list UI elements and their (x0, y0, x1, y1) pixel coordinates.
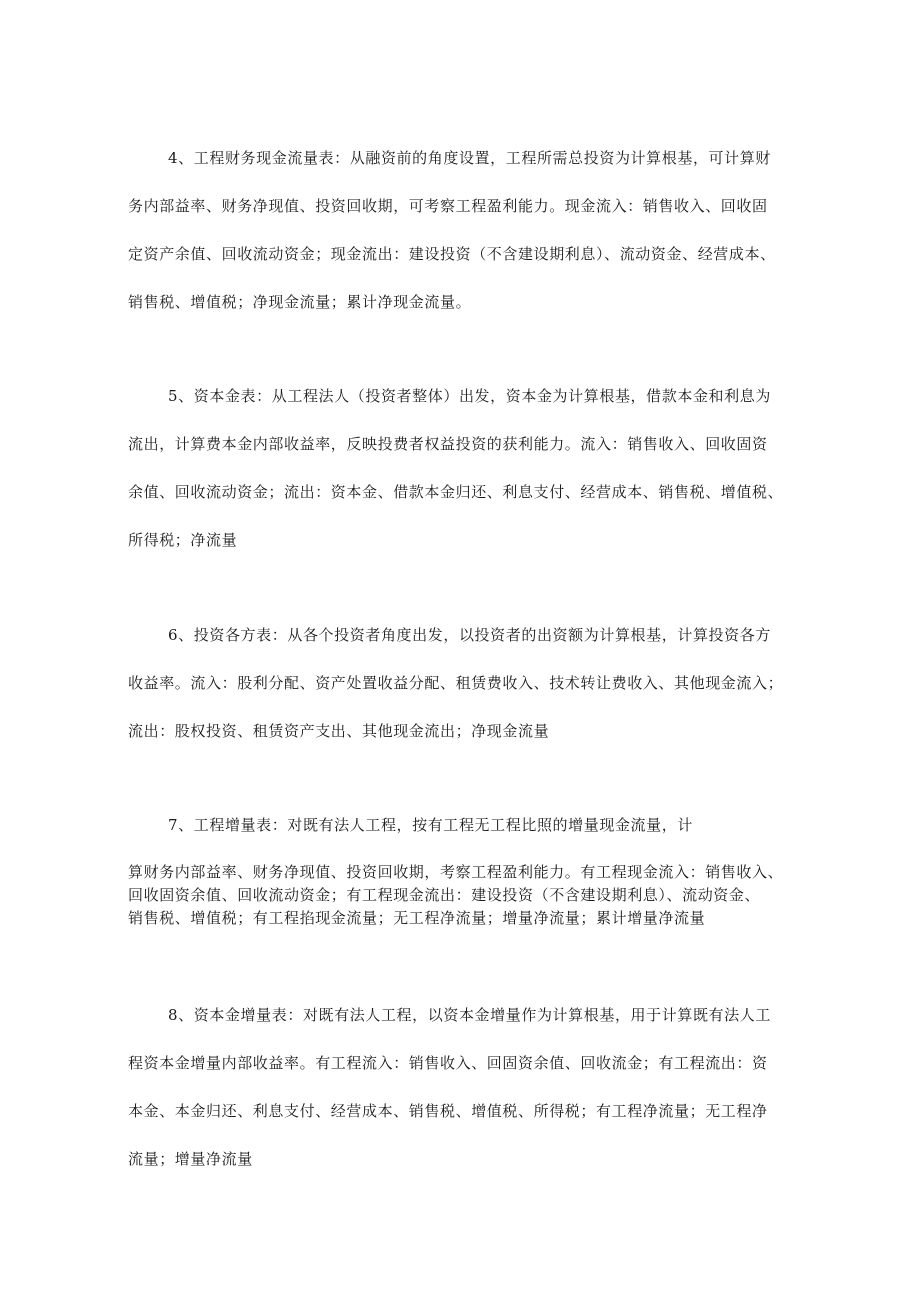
paragraph-7 (128, 801, 848, 849)
paragraph-7-line-2: 算财务内部益率、财务净现值、投资回收期，考察工程盈利能力。有工程现金流入：销售收入、 (128, 863, 784, 881)
paragraph-4-line-2: 务内部益率、财务净现值、投资回收期，可考察工程盈利能力。现金流入：销售收入、回收固 (128, 197, 768, 215)
paragraph-4-line-1: 4、工程财务现金流量表：从融资前的角度设置，工程所需总投资为计算根基，可计算财 (168, 149, 771, 167)
paragraph-5-line-2: 流出，计算费本金内部收益率，反映投费者权益投资的获利能力。流入：销售收入、回收固资 (128, 435, 768, 453)
paragraph-7-body (128, 861, 848, 930)
paragraph-8-line-2: 程资本金增量内部收益率。有工程流入：销售收入、回固资余值、回收流金；有工程流出：资 (128, 1054, 768, 1072)
paragraph-8-line-4: 流量；增量净流量 (128, 1150, 253, 1168)
paragraph-6 (128, 611, 848, 755)
paragraph-6-line-3: 流出：股权投资、租赁资产支出、其他现金流出；净现金流量 (128, 722, 550, 740)
paragraph-7-line-1: 7、工程增量表：对既有法人工程，按有工程无工程比照的增量现金流量，计 (168, 816, 693, 834)
paragraph-7-line-3: 回收固资余值、回收流动资金；有工程现金流出：建设投资（不含建设期利息）、流动资金、 (128, 886, 761, 904)
paragraph-4-line-3: 定资产余值、回收流动资金；现金流出：建设投资（不含建设期利息）、流动资金、经营成本、 (128, 245, 776, 263)
paragraph-8 (128, 991, 848, 1183)
paragraph-4-line-4: 销售税、增值税；净现金流量；累计净现金流量。 (128, 293, 472, 311)
paragraph-6-line-2: 收益率。流入：股利分配、资产处置收益分配、租赁费收入、技术转让费收入、其他现金流入； (128, 674, 784, 692)
paragraph-5-line-4: 所得税；净流量 (128, 531, 238, 549)
paragraph-8-line-1: 8、资本金增量表：对既有法人工程，以资本金增量作为计算根基，用于计算既有法人工 (168, 1006, 771, 1024)
paragraph-8-line-3: 本金、本金归还、利息支付、经营成本、销售税、增值税、所得税；有工程净流量；无工程净 (128, 1102, 768, 1120)
paragraph-6-line-1: 6、投资各方表：从各个投资者角度出发，以投资者的出资额为计算根基，计算投资各方 (168, 626, 771, 644)
paragraph-5-line-3: 余值、回收流动资金；流出：资本金、借款本金归还、利息支付、经营成本、销售税、增值税、 (128, 483, 784, 501)
paragraph-5 (128, 372, 848, 564)
paragraph-7-line-4: 销售税、增值税；有工程掐现金流量；无工程净流量；增量净流量；累计增量净流量 (128, 909, 706, 927)
paragraph-5-line-1: 5、资本金表：从工程法人（投资者整体）出发，资本金为计算根基，借款本金和利息为 (168, 387, 771, 405)
paragraph-4 (128, 134, 848, 326)
